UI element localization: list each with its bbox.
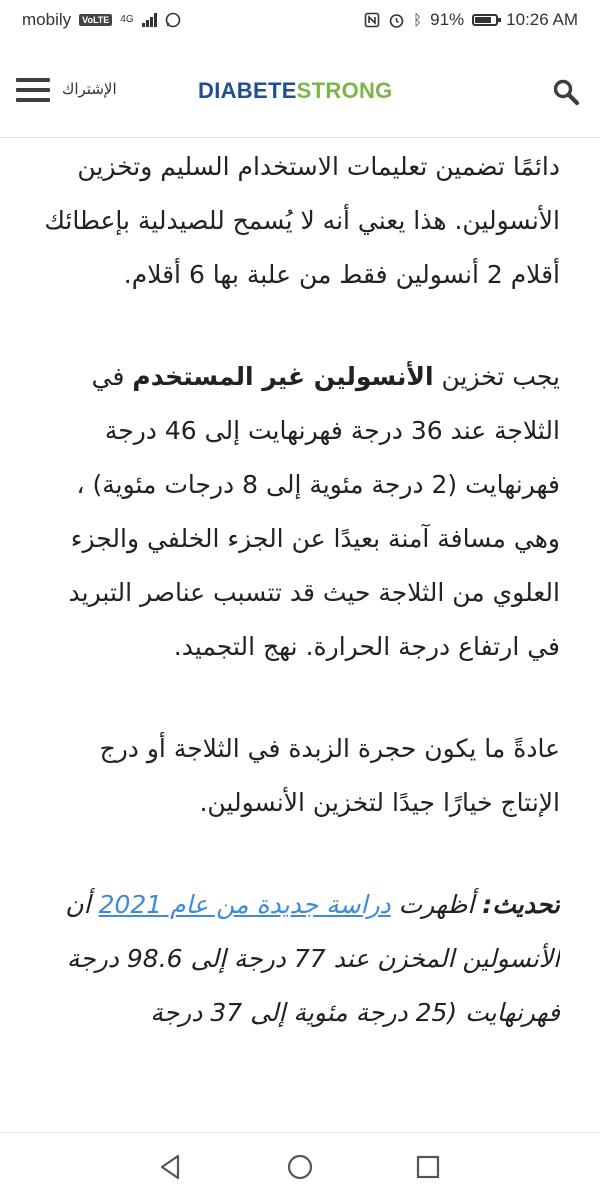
battery-percent: 91% bbox=[430, 10, 465, 29]
study-link[interactable]: دراسة جديدة من عام 2021 bbox=[98, 890, 391, 919]
search-icon[interactable] bbox=[552, 78, 580, 106]
site-header bbox=[0, 40, 600, 138]
alarm-icon bbox=[388, 12, 405, 29]
p4-after: أن الأنسولين المخزن عند 77 درجة إلى 98.6 درجة فهرنهايت (25 درجة مئوية إلى 37 درجة bbox=[65, 890, 560, 1027]
status-right bbox=[364, 10, 578, 30]
whatsapp-icon bbox=[165, 12, 181, 28]
signal-icon bbox=[142, 13, 157, 27]
battery-icon bbox=[472, 14, 498, 26]
home-icon[interactable] bbox=[282, 1149, 318, 1185]
back-icon[interactable] bbox=[153, 1149, 189, 1185]
update-label: تحديث: bbox=[482, 890, 560, 919]
bluetooth-icon: ᛒ bbox=[413, 11, 423, 29]
paragraph-1: دائمًا تضمين تعليمات الاستخدام السليم وتخزين الأنسولين. هذا يعني أنه لا يُسمح للصيدلية بإعطائك أقلام 2 أنسولين فقط من علبة بها 6 أقلام. bbox=[44, 152, 560, 289]
battery-fill bbox=[475, 17, 491, 23]
article-body bbox=[36, 140, 560, 1132]
hamburger-menu-icon[interactable] bbox=[16, 78, 50, 102]
logo-part-1: DIABETE bbox=[198, 78, 297, 103]
p2-before: يجب تخزين bbox=[433, 362, 560, 391]
logo-part-2: STRONG bbox=[296, 78, 393, 103]
subscribe-link[interactable]: الإشتراك bbox=[62, 80, 117, 98]
status-left bbox=[22, 10, 181, 30]
carrier-name: mobily bbox=[22, 10, 72, 29]
clock: 10:26 AM bbox=[506, 10, 578, 29]
p4-before-link: أظهرت bbox=[390, 890, 483, 919]
system-nav-bar bbox=[0, 1132, 600, 1201]
status-bar bbox=[0, 0, 600, 40]
paragraph-4 bbox=[36, 878, 560, 1040]
paragraph-3: عادةً ما يكون حجرة الزبدة في الثلاجة أو درج الإنتاج خيارًا جيدًا لتخزين الأنسولين. bbox=[99, 734, 560, 817]
paragraph-2 bbox=[36, 350, 560, 674]
volte-badge: VoLTE bbox=[79, 14, 112, 26]
nfc-icon bbox=[364, 12, 380, 28]
p2-after: في الثلاجة عند 36 درجة فهرنهايت إلى 46 درجة فهرنهايت (2 درجة مئوية إلى 8 درجات مئوية) ، وهي مسافة آمنة بعيدًا عن الجزء الخلفي والجزء العلوي من الثلاجة حيث قد تتسبب عناصر التبريد في ارتفاع درجة الحرارة. نهج التجميد. bbox=[68, 362, 560, 661]
p2-bold: الأنسولين غير المستخدم bbox=[132, 362, 434, 391]
recents-icon[interactable] bbox=[410, 1149, 446, 1185]
site-logo[interactable] bbox=[198, 78, 393, 104]
network-type: 4G bbox=[120, 14, 134, 25]
